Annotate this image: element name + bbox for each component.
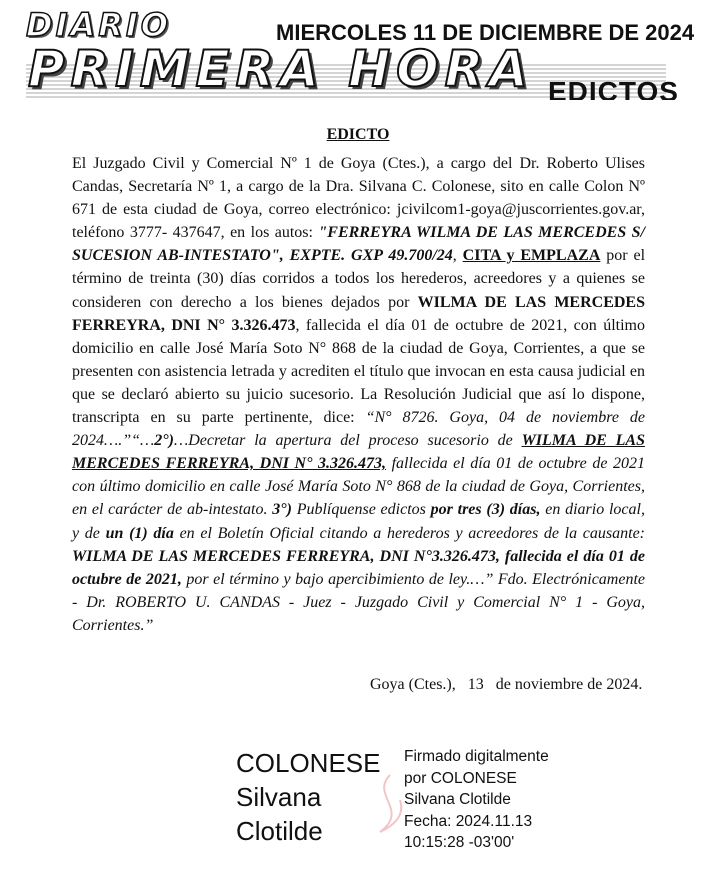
signature-info — [404, 746, 549, 854]
section-name: EDICTOS — [548, 76, 679, 100]
masthead — [0, 0, 720, 100]
signature-info-line: por COLONESE — [404, 769, 517, 787]
quote-text: en el Boletín Oficial citando a herederos y acreedores de la causante: — [173, 524, 645, 542]
signature-info-line: 10:15:28 -03'00' — [404, 834, 515, 851]
signature-info-line: Silvana Clotilde — [404, 791, 511, 808]
signature-info-line: Fecha: 2024.11.13 — [404, 812, 533, 830]
quote-text: por el término y bajo apercibimiento de ley.…” Fdo. Electrónicamente - Dr. ROBERTO U. CANDAS - Juez - Juzgado Civil y Comercial N° 1 - Goya, Corrientes.” — [72, 570, 645, 634]
edicto-text: El Juzgado Civil y Comercial Nº 1 de Goya (Ctes.), a cargo del Dr. Roberto Ulises Candas, Secretaría Nº 1, a cargo de la Dra. Silvana C. Colonese, sito en calle Colon Nº 671 de esta ciudad de Goya, correo electrónico: jcivilcom1-goya@juscorrientes.gov.ar, teléfono 3777- 437647, en los autos: — [72, 155, 645, 242]
masthead-clip — [0, 0, 720, 100]
quote-bold: 3°) — [272, 501, 292, 519]
quote-text: …Decretar la apertura del proceso sucesorio de — [173, 432, 522, 450]
quote-text: en diario local, y de — [72, 501, 645, 542]
quote-bold: 2°) — [154, 432, 174, 450]
quote-text: fallecida el día 01 de octubre de 2021 con último domicilio en calle José María Soto N° 868 de la ciudad de Goya, Corrientes, en el carácter de ab-intestato. — [72, 455, 645, 519]
case-caption: "FERREYRA WILMA DE LAS MERCEDES S/ SUCESION AB-INTESTATO", EXPTE. GXP 49.700/24 — [72, 224, 645, 265]
brand-primera-hora: PRIMERA HORA — [28, 40, 534, 98]
resolution-quote — [72, 409, 645, 634]
edicto-title: EDICTO — [326, 126, 390, 143]
signer-name-line: Silvana — [236, 782, 322, 812]
quote-bold: por tres (3) días, — [430, 501, 541, 519]
signature-info-line: Firmado digitalmente — [404, 748, 549, 765]
place-date: Goya (Ctes.), 13 de noviembre de 2024. — [370, 676, 643, 693]
cita-emplaza: CITA y EMPLAZA — [462, 247, 601, 265]
edicto-body — [72, 152, 645, 637]
signer-name-line: Clotilde — [236, 816, 323, 846]
edicto-text: , fallecida el día 01 de octubre de 2021, con último domicilio en calle José María Soto N° 868 de la ciudad de Goya, Corrientes, a que se presenten con asistencia letrada y acrediten el título que invocan en esta causa judicial en que se declaró abierto su juicio sucesorio. La Resolución Judicial que así lo dispone, transcripta en su parte pertinente, dice: — [72, 316, 645, 427]
decedent-name: WILMA DE LAS MERCEDES FERREYRA, DNI N° 3.326.473 — [72, 293, 645, 334]
quote-bold: WILMA DE LAS MERCEDES FERREYRA, DNI N°3.326.473, fallecida el día 01 de octubre de 2021, — [72, 547, 645, 588]
quote-text: “N° 8726 — [365, 409, 435, 427]
edicto-text: por el término de treinta (30) días corridos a todos los herederos, acreedores y a quienes se consideren con derecho a los bienes dejados por — [72, 247, 646, 311]
edicto-text: , — [452, 247, 463, 265]
quote-text: . Goya, 04 de noviembre de 2024….”“… — [72, 409, 646, 450]
quote-text: Publíquense edictos — [291, 501, 431, 519]
quote-bold: un (1) día — [105, 524, 174, 542]
signer-name-line: COLONESE — [236, 748, 381, 778]
brand-diario: DIARIO — [26, 6, 171, 44]
issue-date: MIERCOLES 11 DE DICIEMBRE DE 2024 — [276, 20, 695, 45]
signer-name — [236, 746, 381, 848]
quote-decedent-name: WILMA DE LAS MERCEDES FERREYRA, DNI N° 3.326.473, — [72, 432, 646, 473]
